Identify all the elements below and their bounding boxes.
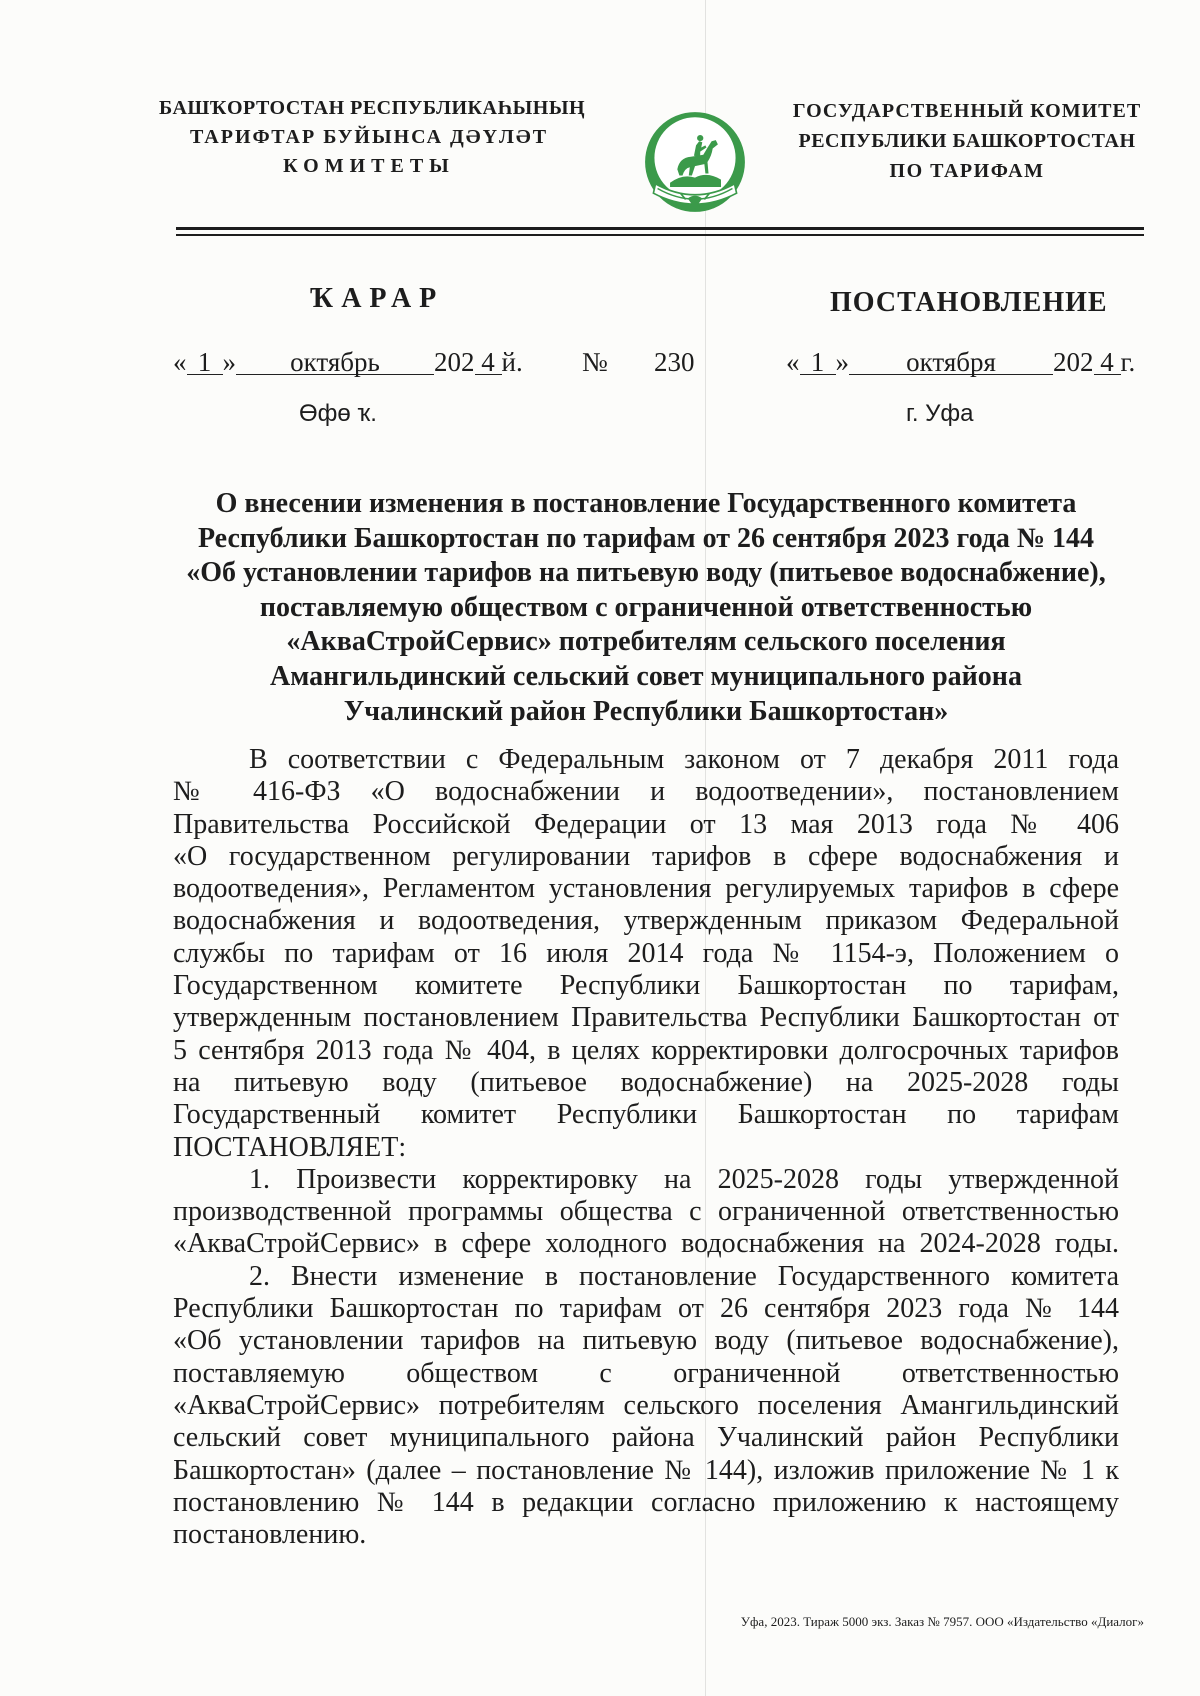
date-bashkir	[173, 346, 523, 378]
preamble-line: на питьевую воду (питьевое водоснабжение) на 2025-2028 годы	[173, 1066, 1119, 1098]
place-russian: г. Уфа	[906, 400, 974, 427]
title-line: О внесении изменения в постановление Государственного комитета	[215, 488, 1077, 519]
date-close-quote: »	[835, 347, 849, 377]
doc-type-russian: ПОСТАНОВЛЕНИЕ	[830, 287, 1108, 318]
preamble-line: службы по тарифам от 16 июля 2014 года № 1154-э, Положением о	[173, 937, 1119, 969]
preamble-line: Правительства Российской Федерации от 13 мая 2013 года № 406	[173, 808, 1119, 840]
place-bashkir: Өфө ҡ.	[299, 400, 377, 427]
date-year-prefix: 202	[434, 347, 475, 377]
emblem-graphic	[643, 110, 747, 214]
title-line: поставляемую обществом с ограниченной ответственностью	[259, 591, 1033, 623]
item-2-line: Республики Башкортостан по тарифам от 26 сентября 2023 года № 144	[173, 1293, 1119, 1325]
item-1-line: 1. Произвести корректировку на 2025-2028 годы утвержденной	[249, 1163, 1119, 1195]
resolves-word: ПОСТАНОВЛЯЕТ:	[173, 1131, 407, 1163]
number-sign: №	[582, 347, 608, 377]
preamble-line: № 416-ФЗ «О водоснабжении и водоотведении», постановлением	[173, 776, 1119, 808]
document-title	[173, 487, 1119, 729]
preamble-line: Государственном комитете Республики Башкортостан по тарифам,	[173, 970, 1119, 1002]
header-russian-line: РЕСПУБЛИКИ БАШКОРТОСТАН	[798, 130, 1136, 152]
item-1-line: производственной программы общества с ограниченной ответственностью	[173, 1196, 1119, 1228]
date-month: октября	[849, 350, 1053, 375]
preamble-line: утвержденным постановлением Правительства Республики Башкортостан от	[173, 1002, 1119, 1034]
preamble-line: водоснабжения и водоотведения, утвержденным приказом Федеральной	[173, 905, 1119, 937]
republic-emblem-icon	[643, 110, 747, 214]
preamble-line: Государственный комитет Республики Башкортостан по тарифам	[173, 1099, 1119, 1131]
date-open-quote: «	[786, 347, 800, 377]
document-number: 230	[654, 347, 695, 377]
date-open-quote: «	[173, 347, 187, 377]
header-bashkir-line: ТАРИФТАР БУЙЫНСА ДӘҮЛӘТ	[189, 126, 549, 148]
item-2-line: 2. Внести изменение в постановление Государственного комитета	[249, 1260, 1119, 1292]
date-close-quote: »	[222, 347, 236, 377]
preamble-line: 5 сентября 2013 года № 404, в целях корректировки долгосрочных тарифов	[173, 1034, 1119, 1066]
header-russian-line: ГОСУДАРСТВЕННЫЙ КОМИТЕТ	[792, 100, 1142, 122]
header-divider-thin	[176, 234, 1144, 236]
title-line: Республики Башкортостан по тарифам от 26 сентября 2023 года № 144	[197, 522, 1095, 554]
header-bashkir-line: БАШҠОРТОСТАН РЕСПУБЛИКАҺЫНЫҢ	[159, 97, 586, 119]
item-2-line: «Об установлении тарифов на питьевую воду (питьевое водоснабжение),	[173, 1325, 1119, 1357]
date-day: 1	[187, 350, 223, 375]
header-russian-line: ПО ТАРИФАМ	[889, 160, 1045, 182]
item-2-line: поставляемую обществом с ограниченной ответственностью	[173, 1357, 1119, 1389]
date-day: 1	[800, 350, 836, 375]
printer-imprint: Уфа, 2023. Тираж 5000 экз. Заказ № 7957. ООО «Издательство «Диалог»	[740, 1614, 1144, 1629]
item-2-line: Башкортостан» (далее – постановление № 144), изложив приложение № 1 к	[173, 1454, 1119, 1486]
preamble-line: водоотведения», Регламентом установления регулируемых тарифов в сфере	[173, 873, 1119, 905]
date-suffix: г.	[1120, 347, 1136, 377]
item-1-line: «АкваСтройСервис» в сфере холодного водоснабжения на 2024-2028 годы.	[173, 1228, 1119, 1260]
date-year-prefix: 202	[1053, 347, 1094, 377]
date-suffix: й.	[501, 347, 523, 377]
preamble-line: «О государственном регулировании тарифов в сфере водоснабжения и	[173, 840, 1119, 872]
title-line: «Об установлении тарифов на питьевую воду (питьевое водоснабжение),	[186, 557, 1106, 589]
document-body	[173, 744, 1119, 1551]
header-bashkir-block	[159, 94, 586, 181]
date-russian	[786, 346, 1135, 378]
header-russian-block	[757, 96, 1177, 186]
item-2-line: сельский совет муниципального района Учалинский район Республики	[173, 1422, 1119, 1454]
item-2-line: постановлению № 144 в редакции согласно приложению к настоящему	[173, 1486, 1119, 1518]
date-month: октябрь	[236, 350, 434, 375]
item-2-line: постановлению.	[173, 1519, 367, 1551]
header-divider-thick	[176, 227, 1144, 230]
item-2-line: «АкваСтройСервис» потребителям сельского поселения Амангильдинский	[173, 1389, 1119, 1421]
date-year-digit: 4	[1094, 350, 1121, 375]
doc-type-bashkir: ҠАРАР	[310, 283, 445, 314]
preamble-line: В соответствии с Федеральным законом от 7 декабря 2011 года	[249, 744, 1119, 775]
date-year-digit: 4	[475, 350, 502, 375]
title-line: Амангильдинский сельский совет муниципального района	[270, 660, 1022, 692]
header-bashkir-line: КОМИТЕТЫ	[283, 155, 455, 177]
title-line: «АкваСтройСервис» потребителям сельского поселения	[286, 626, 1006, 658]
title-line: Учалинский район Республики Башкортостан»	[343, 695, 949, 727]
